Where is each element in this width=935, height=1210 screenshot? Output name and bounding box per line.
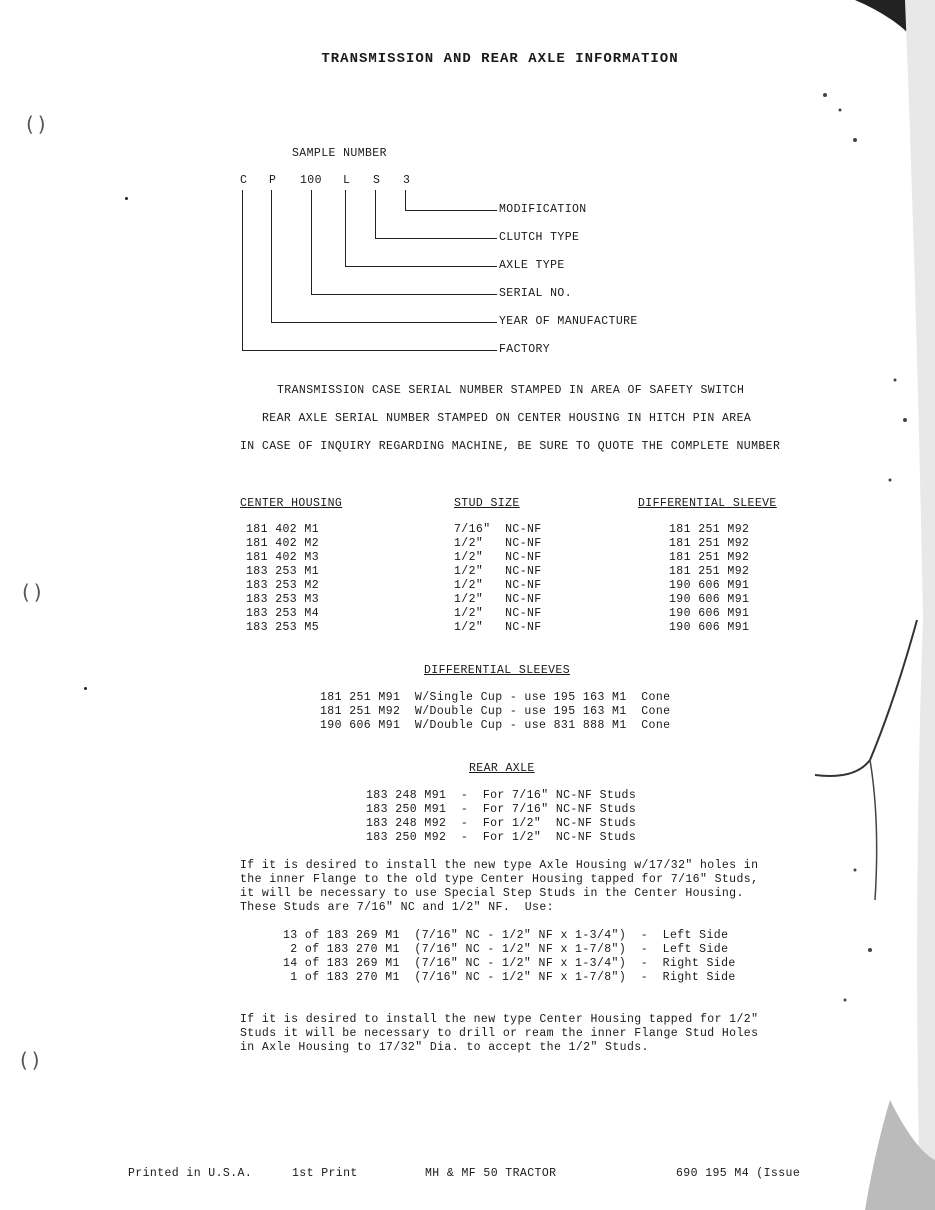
code-year: P	[269, 174, 277, 187]
header-differential-sleeve: DIFFERENTIAL SLEEVE	[638, 497, 777, 510]
code-clutch: S	[373, 174, 381, 187]
paragraph-line: If it is desired to install the new type Center Housing tapped for 1/2"	[240, 1013, 759, 1026]
table-cell: 183 253 M1	[246, 565, 320, 578]
table-cell: 183 253 M4	[246, 607, 320, 620]
table-cell: 181 402 M1	[246, 523, 320, 536]
table-cell: 181 251 M92	[669, 565, 750, 578]
footer-model: MH & MF 50 TRACTOR	[425, 1167, 557, 1180]
paragraph-line: Studs it will be necessary to drill or ream the inner Flange Stud Holes	[240, 1027, 759, 1040]
torn-edge-decoration	[795, 0, 935, 1210]
paragraph-line: the inner Flange to the old type Center Housing tapped for 7/16" Studs,	[240, 873, 759, 886]
connector-line	[271, 322, 497, 323]
table-cell: 181 402 M3	[246, 551, 320, 564]
code-factory: C	[240, 174, 248, 187]
table-cell: 190 606 M91	[669, 621, 750, 634]
paragraph-line: These Studs are 7/16" NC and 1/2" NF. Use:	[240, 901, 554, 914]
sleeve-row: 190 606 M91 W/Double Cup - use 831 888 M1 Cone	[320, 719, 671, 732]
page-title: TRANSMISSION AND REAR AXLE INFORMATION	[321, 51, 679, 67]
connector-line	[271, 190, 272, 322]
connector-line	[242, 190, 243, 350]
punch-hole-bottom-icon: ( )	[20, 1048, 40, 1072]
table-cell: 7/16" NC-NF	[454, 523, 542, 536]
punch-hole-middle-icon: ( )	[22, 580, 42, 604]
table-cell: 1/2" NC-NF	[454, 551, 542, 564]
table-cell: 181 251 M92	[669, 551, 750, 564]
rear-axle-row: 183 250 M92 - For 1/2" NC-NF Studs	[366, 831, 637, 844]
connector-line	[375, 238, 497, 239]
connector-line	[311, 294, 497, 295]
rear-axle-row: 183 248 M91 - For 7/16" NC-NF Studs	[366, 789, 637, 802]
rear-axle-heading: REAR AXLE	[469, 762, 535, 775]
code-serial: 100	[300, 174, 322, 187]
header-center-housing: CENTER HOUSING	[240, 497, 343, 510]
connector-line	[345, 266, 497, 267]
label-clutch-type: CLUTCH TYPE	[499, 231, 580, 244]
table-cell: 183 253 M2	[246, 579, 320, 592]
connector-line	[375, 190, 376, 238]
note-rear-axle: REAR AXLE SERIAL NUMBER STAMPED ON CENTER HOUSING IN HITCH PIN AREA	[262, 412, 752, 425]
label-modification: MODIFICATION	[499, 203, 587, 216]
table-cell: 181 402 M2	[246, 537, 320, 550]
sleeve-row: 181 251 M91 W/Single Cup - use 195 163 M1 Cone	[320, 691, 671, 704]
stud-row: 2 of 183 270 M1 (7/16" NC - 1/2" NF x 1-7/8") - Left Side	[283, 943, 729, 956]
rear-axle-row: 183 248 M92 - For 1/2" NC-NF Studs	[366, 817, 637, 830]
table-cell: 190 606 M91	[669, 593, 750, 606]
connector-line	[345, 190, 346, 266]
connector-line	[405, 210, 497, 211]
sleeve-row: 181 251 M92 W/Double Cup - use 195 163 M1 Cone	[320, 705, 671, 718]
note-inquiry: IN CASE OF INQUIRY REGARDING MACHINE, BE SURE TO QUOTE THE COMPLETE NUMBER	[240, 440, 781, 453]
label-year: YEAR OF MANUFACTURE	[499, 315, 638, 328]
note-transmission: TRANSMISSION CASE SERIAL NUMBER STAMPED IN AREA OF SAFETY SWITCH	[277, 384, 745, 397]
footer-print-number: 1st Print	[292, 1167, 358, 1180]
table-cell: 1/2" NC-NF	[454, 537, 542, 550]
code-axle: L	[343, 174, 351, 187]
table-cell: 1/2" NC-NF	[454, 607, 542, 620]
speck	[84, 687, 87, 690]
label-factory: FACTORY	[499, 343, 551, 356]
connector-line	[242, 350, 497, 351]
sleeves-heading: DIFFERENTIAL SLEEVES	[424, 664, 571, 677]
table-cell: 181 251 M92	[669, 537, 750, 550]
paragraph-line: in Axle Housing to 17/32" Dia. to accept the 1/2" Studs.	[240, 1041, 649, 1054]
rear-axle-row: 183 250 M91 - For 7/16" NC-NF Studs	[366, 803, 637, 816]
table-cell: 181 251 M92	[669, 523, 750, 536]
stud-row: 14 of 183 269 M1 (7/16" NC - 1/2" NF x 1-3/4") - Right Side	[283, 957, 736, 970]
paragraph-line: If it is desired to install the new type Axle Housing w/17/32" holes in	[240, 859, 759, 872]
table-cell: 190 606 M91	[669, 607, 750, 620]
table-cell: 183 253 M5	[246, 621, 320, 634]
paragraph-line: it will be necessary to use Special Step Studs in the Center Housing.	[240, 887, 744, 900]
table-cell: 1/2" NC-NF	[454, 565, 542, 578]
label-axle-type: AXLE TYPE	[499, 259, 565, 272]
label-serial-no: SERIAL NO.	[499, 287, 573, 300]
connector-line	[311, 190, 312, 294]
stud-row: 13 of 183 269 M1 (7/16" NC - 1/2" NF x 1-3/4") - Left Side	[283, 929, 729, 942]
header-stud-size: STUD SIZE	[454, 497, 520, 510]
table-cell: 183 253 M3	[246, 593, 320, 606]
table-cell: 1/2" NC-NF	[454, 621, 542, 634]
code-modification: 3	[403, 174, 411, 187]
table-cell: 1/2" NC-NF	[454, 593, 542, 606]
table-cell: 1/2" NC-NF	[454, 579, 542, 592]
sample-number-heading: SAMPLE NUMBER	[292, 147, 387, 160]
footer-printed: Printed in U.S.A.	[128, 1167, 253, 1180]
punch-hole-top-icon: ( )	[26, 112, 46, 136]
connector-line	[405, 190, 406, 210]
stud-row: 1 of 183 270 M1 (7/16" NC - 1/2" NF x 1-7/8") - Right Side	[283, 971, 736, 984]
table-cell: 190 606 M91	[669, 579, 750, 592]
speck	[125, 197, 128, 200]
footer-part-number: 690 195 M4 (Issue	[676, 1167, 801, 1180]
